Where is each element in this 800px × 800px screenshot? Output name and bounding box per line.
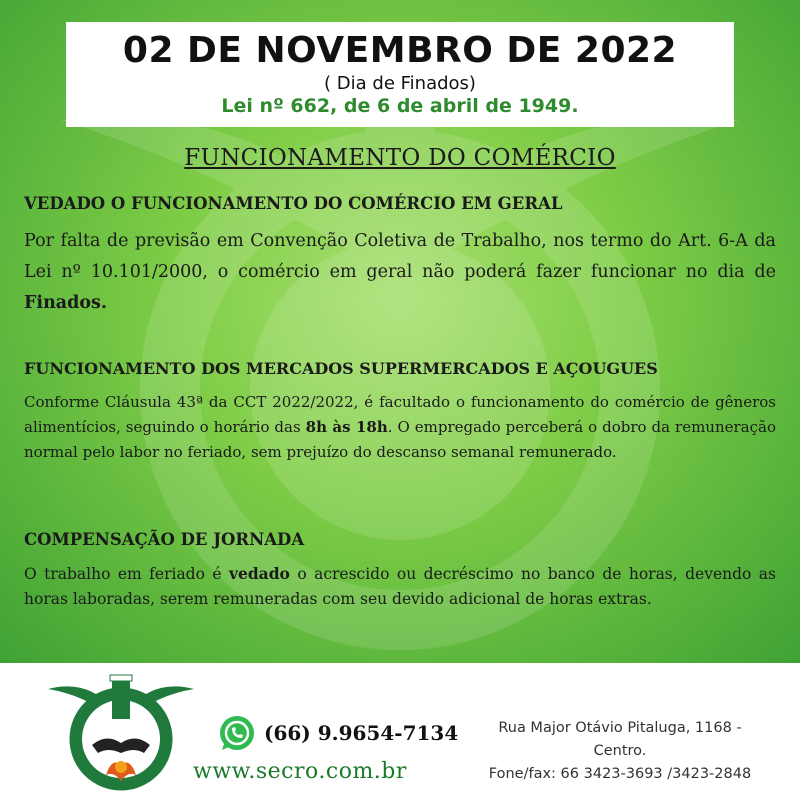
website-link[interactable]: www.secro.com.br [193,759,407,784]
whatsapp-icon[interactable] [217,713,257,753]
address-line1: Rua Major Otávio Pitaluga, 1168 - [498,720,742,736]
section3-body [24,561,776,612]
section3-bold: vedado [228,564,290,583]
section3-title: COMPENSAÇÃO DE JORNADA [24,530,305,549]
section1-title: VEDADO O FUNCIONAMENTO DO COMÉRCIO EM GERAL [24,194,563,213]
header-date: 02 DE NOVEMBRO DE 2022 [122,30,678,71]
phone-number[interactable]: (66) 9.9654-7134 [264,721,459,745]
address-line2: Centro. [593,743,647,759]
section1-bold: Finados. [24,293,107,313]
section1-text: Por falta de previsão em Convenção Coletiva de Trabalho, nos termo do Art. 6-A da Lei nº 10.101/2000, o comércio em geral não poderá fazer funcionar no dia de [24,231,776,282]
section3-text: O trabalho em feriado é [24,565,229,583]
address-line3: Fone/fax: 66 3423-3693 /3423-2848 [488,766,752,782]
header-box [66,22,734,127]
header-law: Lei nº 662, de 6 de abril de 1949. [221,95,579,117]
union-logo [46,667,196,797]
section3-text-after: o acrescido ou decréscimo no banco de horas, devendo as horas laboradas, serem remuneradas com seu devido adicional de horas extras. [24,565,776,608]
section2-text-after: . O empregado perceberá o dobro da remuneração normal pelo labor no feriado, sem prejuízo do descanso semanal remunerado. [24,418,776,461]
section1-body [24,226,776,319]
section2-title: FUNCIONAMENTO DOS MERCADOS SUPERMERCADOS E AÇOUGUES [24,359,658,378]
section2-body [24,390,776,465]
footer [0,663,800,800]
section2-bold: 8h às 18h [305,418,388,436]
address-block [460,717,780,786]
main-title: FUNCIONAMENTO DO COMÉRCIO [184,145,616,171]
header-subtitle: ( Dia de Finados) [324,73,476,94]
section2-text: Conforme Cláusula 43ª da CCT 2022/2022, é facultado o funcionamento do comércio de gêneros alimentícios, seguindo o horário das [24,393,776,436]
